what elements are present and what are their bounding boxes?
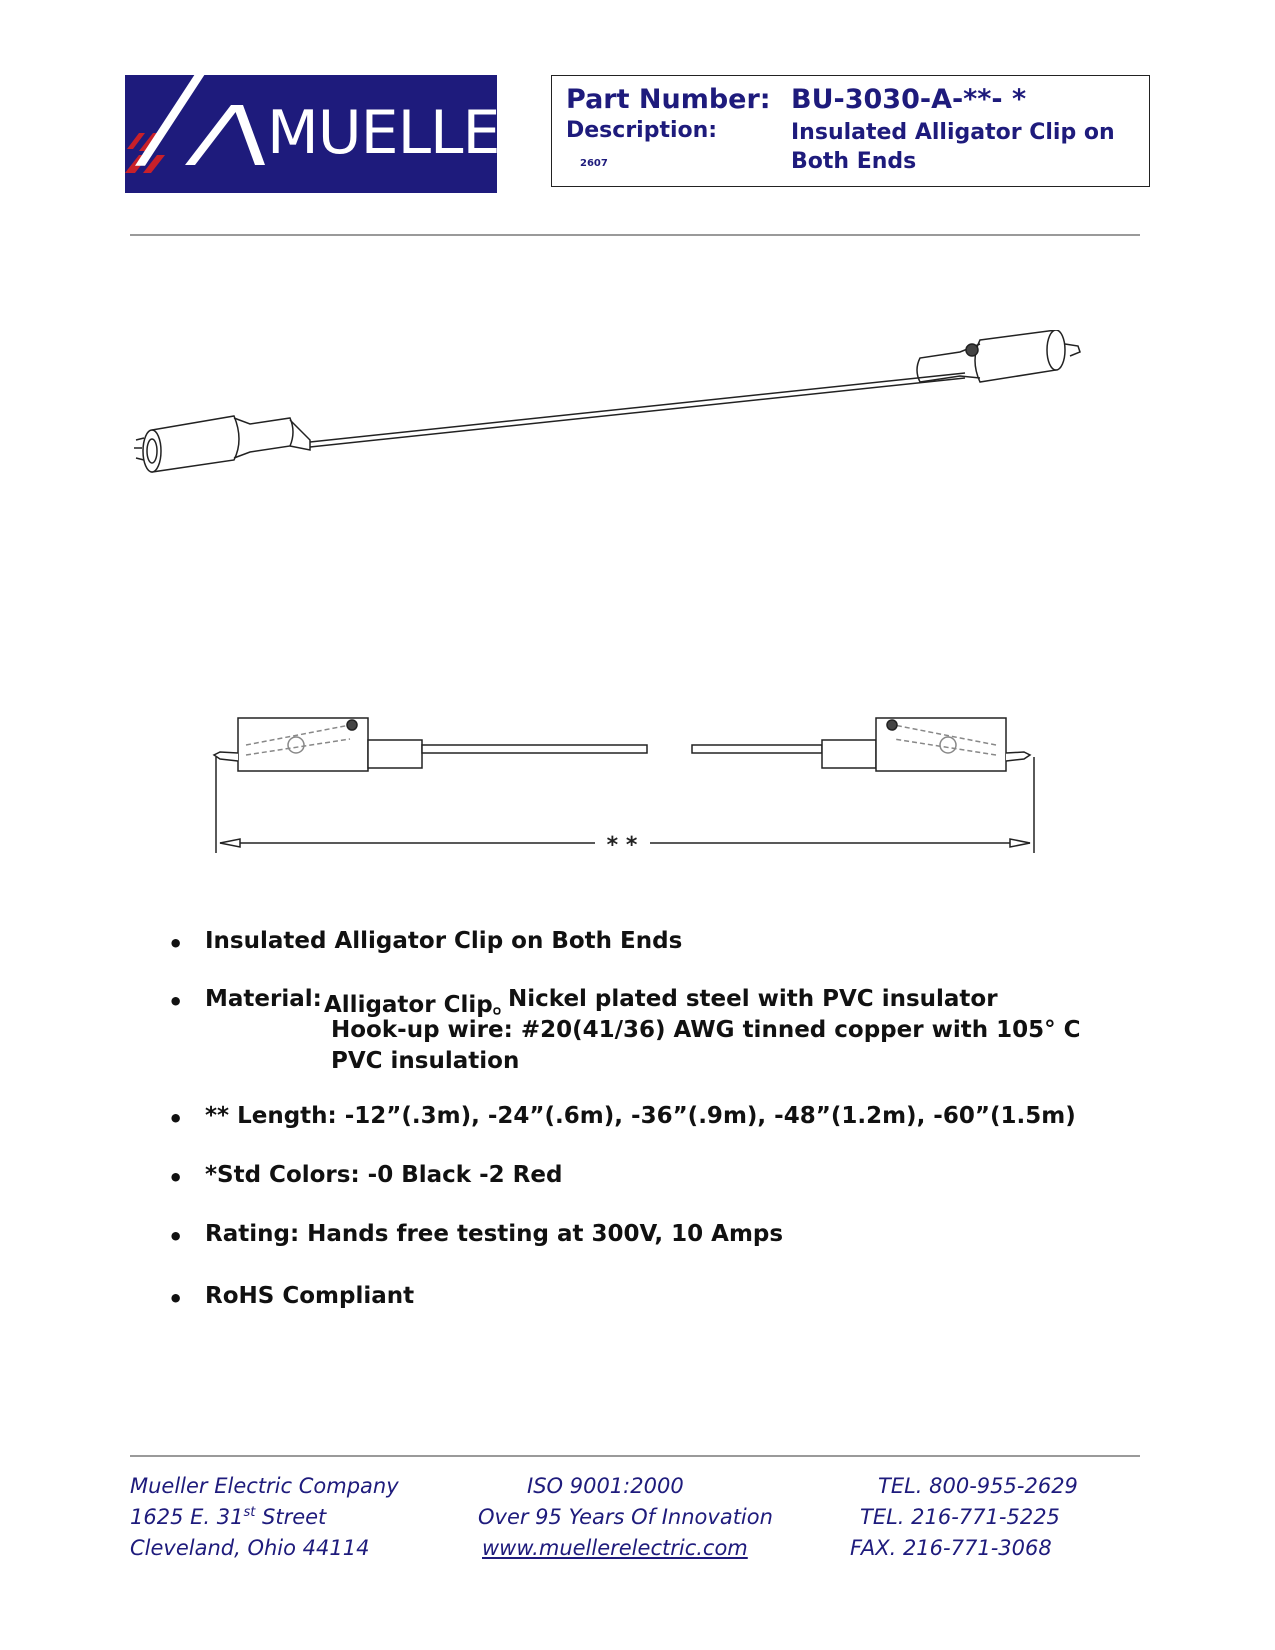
bullet-icon: • — [168, 1105, 184, 1133]
document-code: 2607 — [580, 158, 608, 169]
footer-fax: FAX. 216-771-3068 — [850, 1536, 1052, 1560]
footer-website-link[interactable] — [482, 1536, 748, 1560]
part-number-value: BU-3030-A-**- * — [791, 84, 1027, 115]
description-value: Insulated Alligator Clip on Both Ends — [791, 120, 1115, 174]
feature-item: *Std Colors: -0 Black -2 Red — [205, 1162, 563, 1188]
header-divider — [130, 234, 1140, 236]
feature-item: ** Length: -12”(.3m), -24”(.6m), -36”(.9m), -48”(1.2m), -60”(1.5m) — [205, 1103, 1076, 1129]
bullet-icon: • — [168, 1285, 184, 1313]
bullet-icon: • — [168, 988, 184, 1016]
dimension-label: * * — [606, 833, 638, 858]
footer-tel2: TEL. 216-771-5225 — [860, 1505, 1060, 1529]
footer-iso: ISO 9001:2000 — [527, 1474, 684, 1498]
bullet-icon: • — [168, 930, 184, 958]
part-info-box — [551, 75, 1150, 187]
footer-city: Cleveland, Ohio 44114 — [130, 1536, 370, 1560]
feature-item: Rating: Hands free testing at 300V, 10 Amps — [205, 1221, 784, 1247]
material-label: Material: — [205, 986, 322, 1012]
clip-spec: Nickel plated steel with PVC insulator — [508, 986, 998, 1012]
website-link[interactable]: www.muellerelectric.com — [482, 1536, 748, 1560]
footer-street: 1625 E. 31st Street — [130, 1505, 327, 1529]
footer-company: Mueller Electric Company — [130, 1474, 399, 1498]
mueller-logo — [125, 75, 541, 193]
product-illustration — [130, 330, 1140, 500]
dimension-drawing — [210, 705, 1080, 895]
description-label: Description: — [566, 118, 718, 143]
wire-spec: Hook-up wire: #20(41/36) AWG tinned copper with 105° C — [331, 1017, 1081, 1043]
bullet-icon: • — [168, 1223, 184, 1251]
logo-wordmark: MUELLER — [267, 98, 541, 168]
footer-slogan: Over 95 Years Of Innovation — [478, 1505, 773, 1529]
feature-item: RoHS Compliant — [205, 1283, 415, 1309]
wire-spec-cont: PVC insulation — [331, 1048, 520, 1074]
feature-item: Insulated Alligator Clip on Both Ends — [205, 928, 683, 954]
clip-label: Alligator Clip。 — [324, 992, 516, 1018]
bullet-icon: • — [168, 1164, 184, 1192]
footer-divider — [130, 1455, 1140, 1457]
part-number-label: Part Number: — [566, 84, 771, 115]
footer-tel1: TEL. 800-955-2629 — [878, 1474, 1078, 1498]
